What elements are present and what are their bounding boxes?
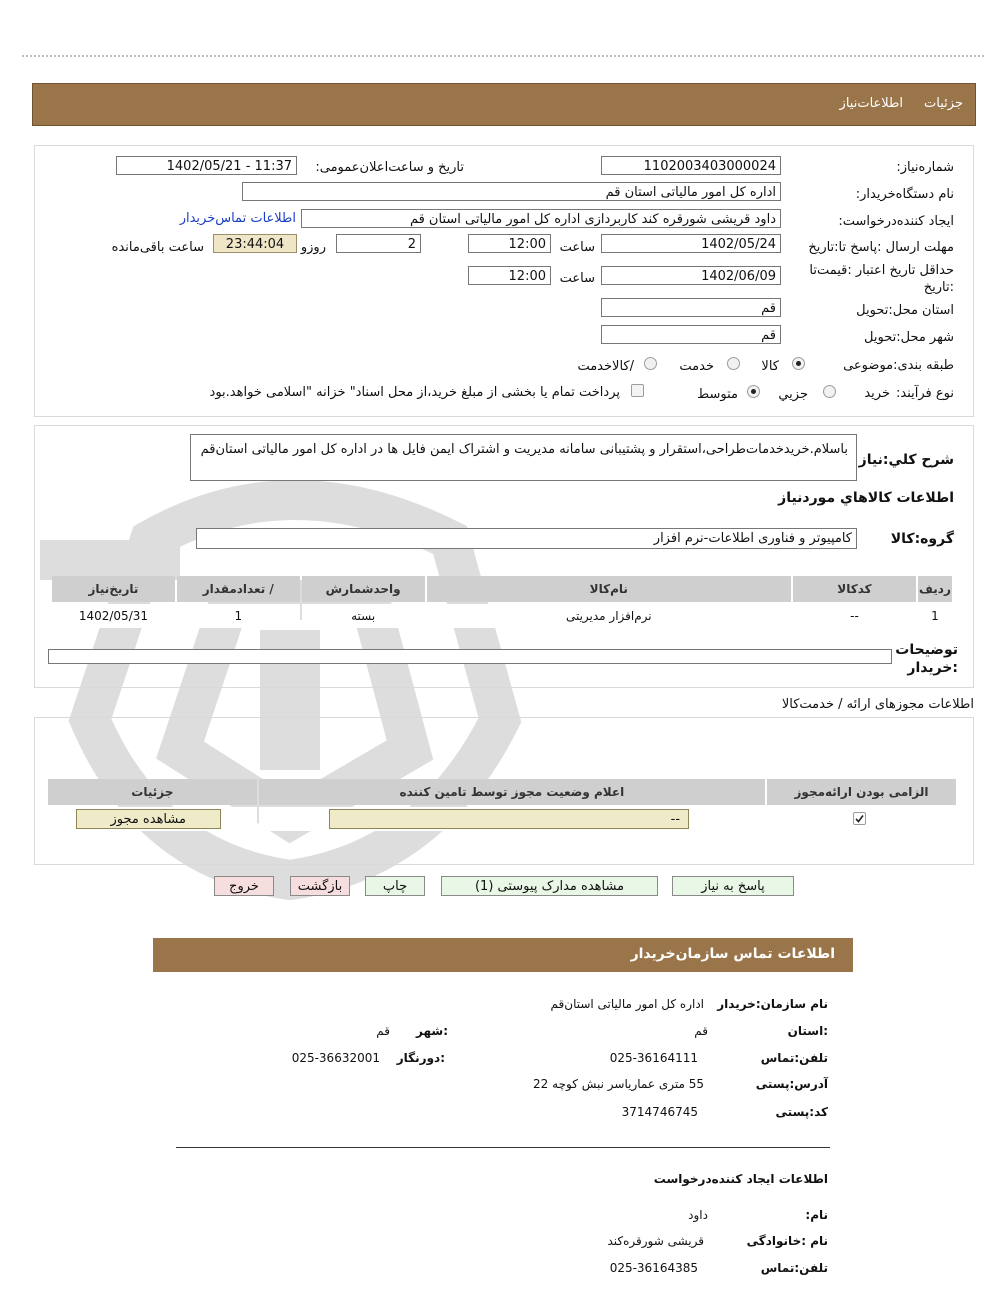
- announce-field: 1402/05/21 - 11:37: [116, 156, 297, 175]
- attachments-button[interactable]: مشاهده مدارک پیوستی (1): [441, 876, 658, 896]
- announce-label: تاریخ و ساعت‌اعلان‌عمومی:: [315, 160, 464, 175]
- creator-info-title: اطلاعات ایجاد کننده‌درخواست: [653, 1172, 828, 1186]
- deadline-date-field: 1402/05/24: [601, 234, 781, 253]
- contact-address-label: آدرس:پستی: [755, 1077, 828, 1091]
- radio-service[interactable]: [727, 357, 740, 370]
- exit-button[interactable]: خروج: [214, 876, 274, 896]
- cell-date: 1402/05/31: [52, 604, 175, 628]
- contact-city-label: :شهر: [416, 1024, 448, 1038]
- col-qty: / تعدادمقدار: [177, 576, 300, 602]
- cell-unit: بسته: [302, 604, 425, 628]
- radio-goods-service-label: /کالاخدمت: [577, 359, 634, 374]
- col-permit-required: الزامی بودن ارائه‌مجوز: [767, 779, 956, 805]
- creator-family-value: قریشی شورقره‌کند: [607, 1234, 704, 1248]
- goods-group-field: کامپیوتر و فناوری اطلاعات-نرم افزار: [196, 528, 857, 549]
- cell-permit-status: [259, 807, 765, 831]
- treasury-checkbox[interactable]: [631, 384, 644, 397]
- buyer-notes-label: توضیحات :خریدار: [895, 642, 958, 676]
- cell-code: --: [793, 604, 916, 628]
- table-row: [52, 604, 952, 628]
- back-button[interactable]: بازگشت: [290, 876, 350, 896]
- process-label: نوع فرآیند:: [896, 386, 954, 401]
- contact-city-value: قم: [376, 1024, 390, 1038]
- treasury-note: پرداخت تمام یا بخشی از مبلغ خرید،از محل اسناد" خزانه "اسلامی خواهد.بود: [209, 385, 620, 400]
- creator-family-label: نام :خانوادگی: [746, 1234, 828, 1248]
- cell-row: 1: [918, 604, 952, 628]
- col-date: تاریخ‌نیاز: [52, 576, 175, 602]
- process-buy-label: خرید: [864, 386, 890, 401]
- contact-postal-label: کد:پستی: [775, 1105, 828, 1119]
- contact-header: [153, 938, 853, 972]
- deadline-hour-label: ساعت: [559, 240, 595, 255]
- col-name: نام‌کالا: [427, 576, 792, 602]
- radio-service-label: خدمت: [679, 359, 714, 374]
- contact-org-label: نام سازمان:خریدار: [717, 997, 828, 1011]
- deadline-label: مهلت ارسال :پاسخ تا:تاریخ: [808, 240, 954, 255]
- radio-goods-service[interactable]: [644, 357, 657, 370]
- print-button[interactable]: چاپ: [365, 876, 425, 896]
- radio-medium-label: متوسط: [697, 387, 738, 402]
- creator-phone-value: 025-36164385: [609, 1261, 698, 1275]
- col-code: کدکالا: [793, 576, 916, 602]
- cell-qty: 1: [177, 604, 300, 628]
- radio-medium[interactable]: [747, 385, 760, 398]
- contact-province-label: :استان: [787, 1024, 828, 1038]
- creator-name-value: داود: [688, 1208, 708, 1222]
- creator-label: ایجاد کننده‌درخواست:: [838, 214, 954, 229]
- province-label: استان محل:تحویل: [856, 303, 954, 318]
- buyer-org-field: اداره کل امور مالیاتی استان قم: [242, 182, 781, 201]
- contact-fax-label: :دورنگار: [396, 1051, 445, 1065]
- contact-divider: [176, 1147, 830, 1148]
- validity-label: حداقل تاریخ اعتبار :قیمت‌تا :تاریخ: [809, 263, 954, 295]
- buyer-contact-link[interactable]: اطلاعات تماس‌خریدار: [179, 211, 296, 226]
- validity-date-field: 1402/06/09: [601, 266, 781, 285]
- remaining-label: ساعت باقی‌مانده: [111, 240, 204, 255]
- creator-name-label: نام:: [805, 1208, 828, 1222]
- tab-need-info[interactable]: اطلاعات‌نیاز: [839, 96, 903, 111]
- deadline-time-field: 12:00: [468, 234, 551, 253]
- buyer-notes-field: [48, 649, 892, 664]
- col-permit-details: جزئیات: [48, 779, 257, 805]
- cell-permit-details: [48, 807, 257, 831]
- remaining-timer: 23:44:04: [213, 234, 297, 253]
- need-number-label: شماره‌نیاز:: [896, 160, 954, 175]
- province-field: قم: [601, 298, 781, 317]
- contact-phone-value: 025-36164111: [609, 1051, 698, 1065]
- radio-goods[interactable]: [792, 357, 805, 370]
- days-label: روزو: [300, 240, 326, 255]
- description-label: شرح کلي:نیاز: [858, 452, 954, 468]
- creator-field: داود قریشی شورقره کند کاربردازی اداره کل امور مالیاتی استان قم: [301, 209, 781, 228]
- contact-org-value: اداره کل امور مالیاتی استان‌قم: [550, 997, 704, 1011]
- col-unit: واحدشمارش: [302, 576, 425, 602]
- radio-minor-label: جزیي: [778, 387, 808, 402]
- permits-table: [46, 777, 958, 833]
- view-permit-button[interactable]: مشاهده مجوز: [76, 809, 221, 829]
- need-number-field: 1102003403000024: [601, 156, 781, 175]
- city-field: قم: [601, 325, 781, 344]
- category-label: طبقه بندی:موضوعی: [843, 358, 954, 373]
- col-permit-status: اعلام وضعیت مجوز توسط تامین کننده: [259, 779, 765, 805]
- permits-title: اطلاعات مجوزهای ارائه / خدمت‌کالا: [781, 697, 974, 712]
- goods-info-title: اطلاعات کالاهاي مورد‌نیاز: [778, 490, 954, 506]
- radio-goods-label: کالا: [761, 359, 779, 374]
- header-bar: [32, 83, 976, 126]
- cell-permit-required: [767, 807, 956, 831]
- check-icon: [854, 813, 865, 824]
- permit-required-checkbox[interactable]: [853, 812, 866, 825]
- validity-hour-label: ساعت: [559, 271, 595, 286]
- days-field: 2: [336, 234, 421, 253]
- contact-phone-label: تلفن:تماس: [760, 1051, 828, 1065]
- description-field: باسلام.خریدخدمات‌طراحی،استقرار و پشتیبانی سامانه مدیریت و اشتراک ایمن فایل ها در اداره کل امور مالیاتی استان‌قم: [190, 434, 857, 481]
- goods-group-label: گروه:کالا: [890, 531, 954, 547]
- city-label: شهر محل:تحویل: [864, 330, 954, 345]
- tab-details[interactable]: جزئیات: [924, 96, 963, 111]
- permit-status-field: --: [329, 809, 689, 829]
- validity-time-field: 12:00: [468, 266, 551, 285]
- contact-address-value: 55 متری عمار‌یاسر نبش کوچه 22: [533, 1077, 704, 1091]
- buyer-org-label: نام دستگاه‌خریدار:: [855, 187, 954, 202]
- creator-phone-label: تلفن:تماس: [760, 1261, 828, 1275]
- radio-minor[interactable]: [823, 385, 836, 398]
- col-row: ردیف: [918, 576, 952, 602]
- contact-province-value: قم: [694, 1024, 708, 1038]
- table-row: [48, 807, 956, 831]
- cell-name: نرم‌افزار مدیریتی: [427, 604, 792, 628]
- reply-button[interactable]: پاسخ به نیاز: [672, 876, 794, 896]
- contact-postal-value: 3714746745: [621, 1105, 698, 1119]
- contact-title: اطلاعات تماس سازمان‌خریدار: [630, 946, 835, 962]
- top-divider: [22, 55, 984, 57]
- items-table: [50, 574, 954, 630]
- contact-fax-value: 025-36632001: [291, 1051, 380, 1065]
